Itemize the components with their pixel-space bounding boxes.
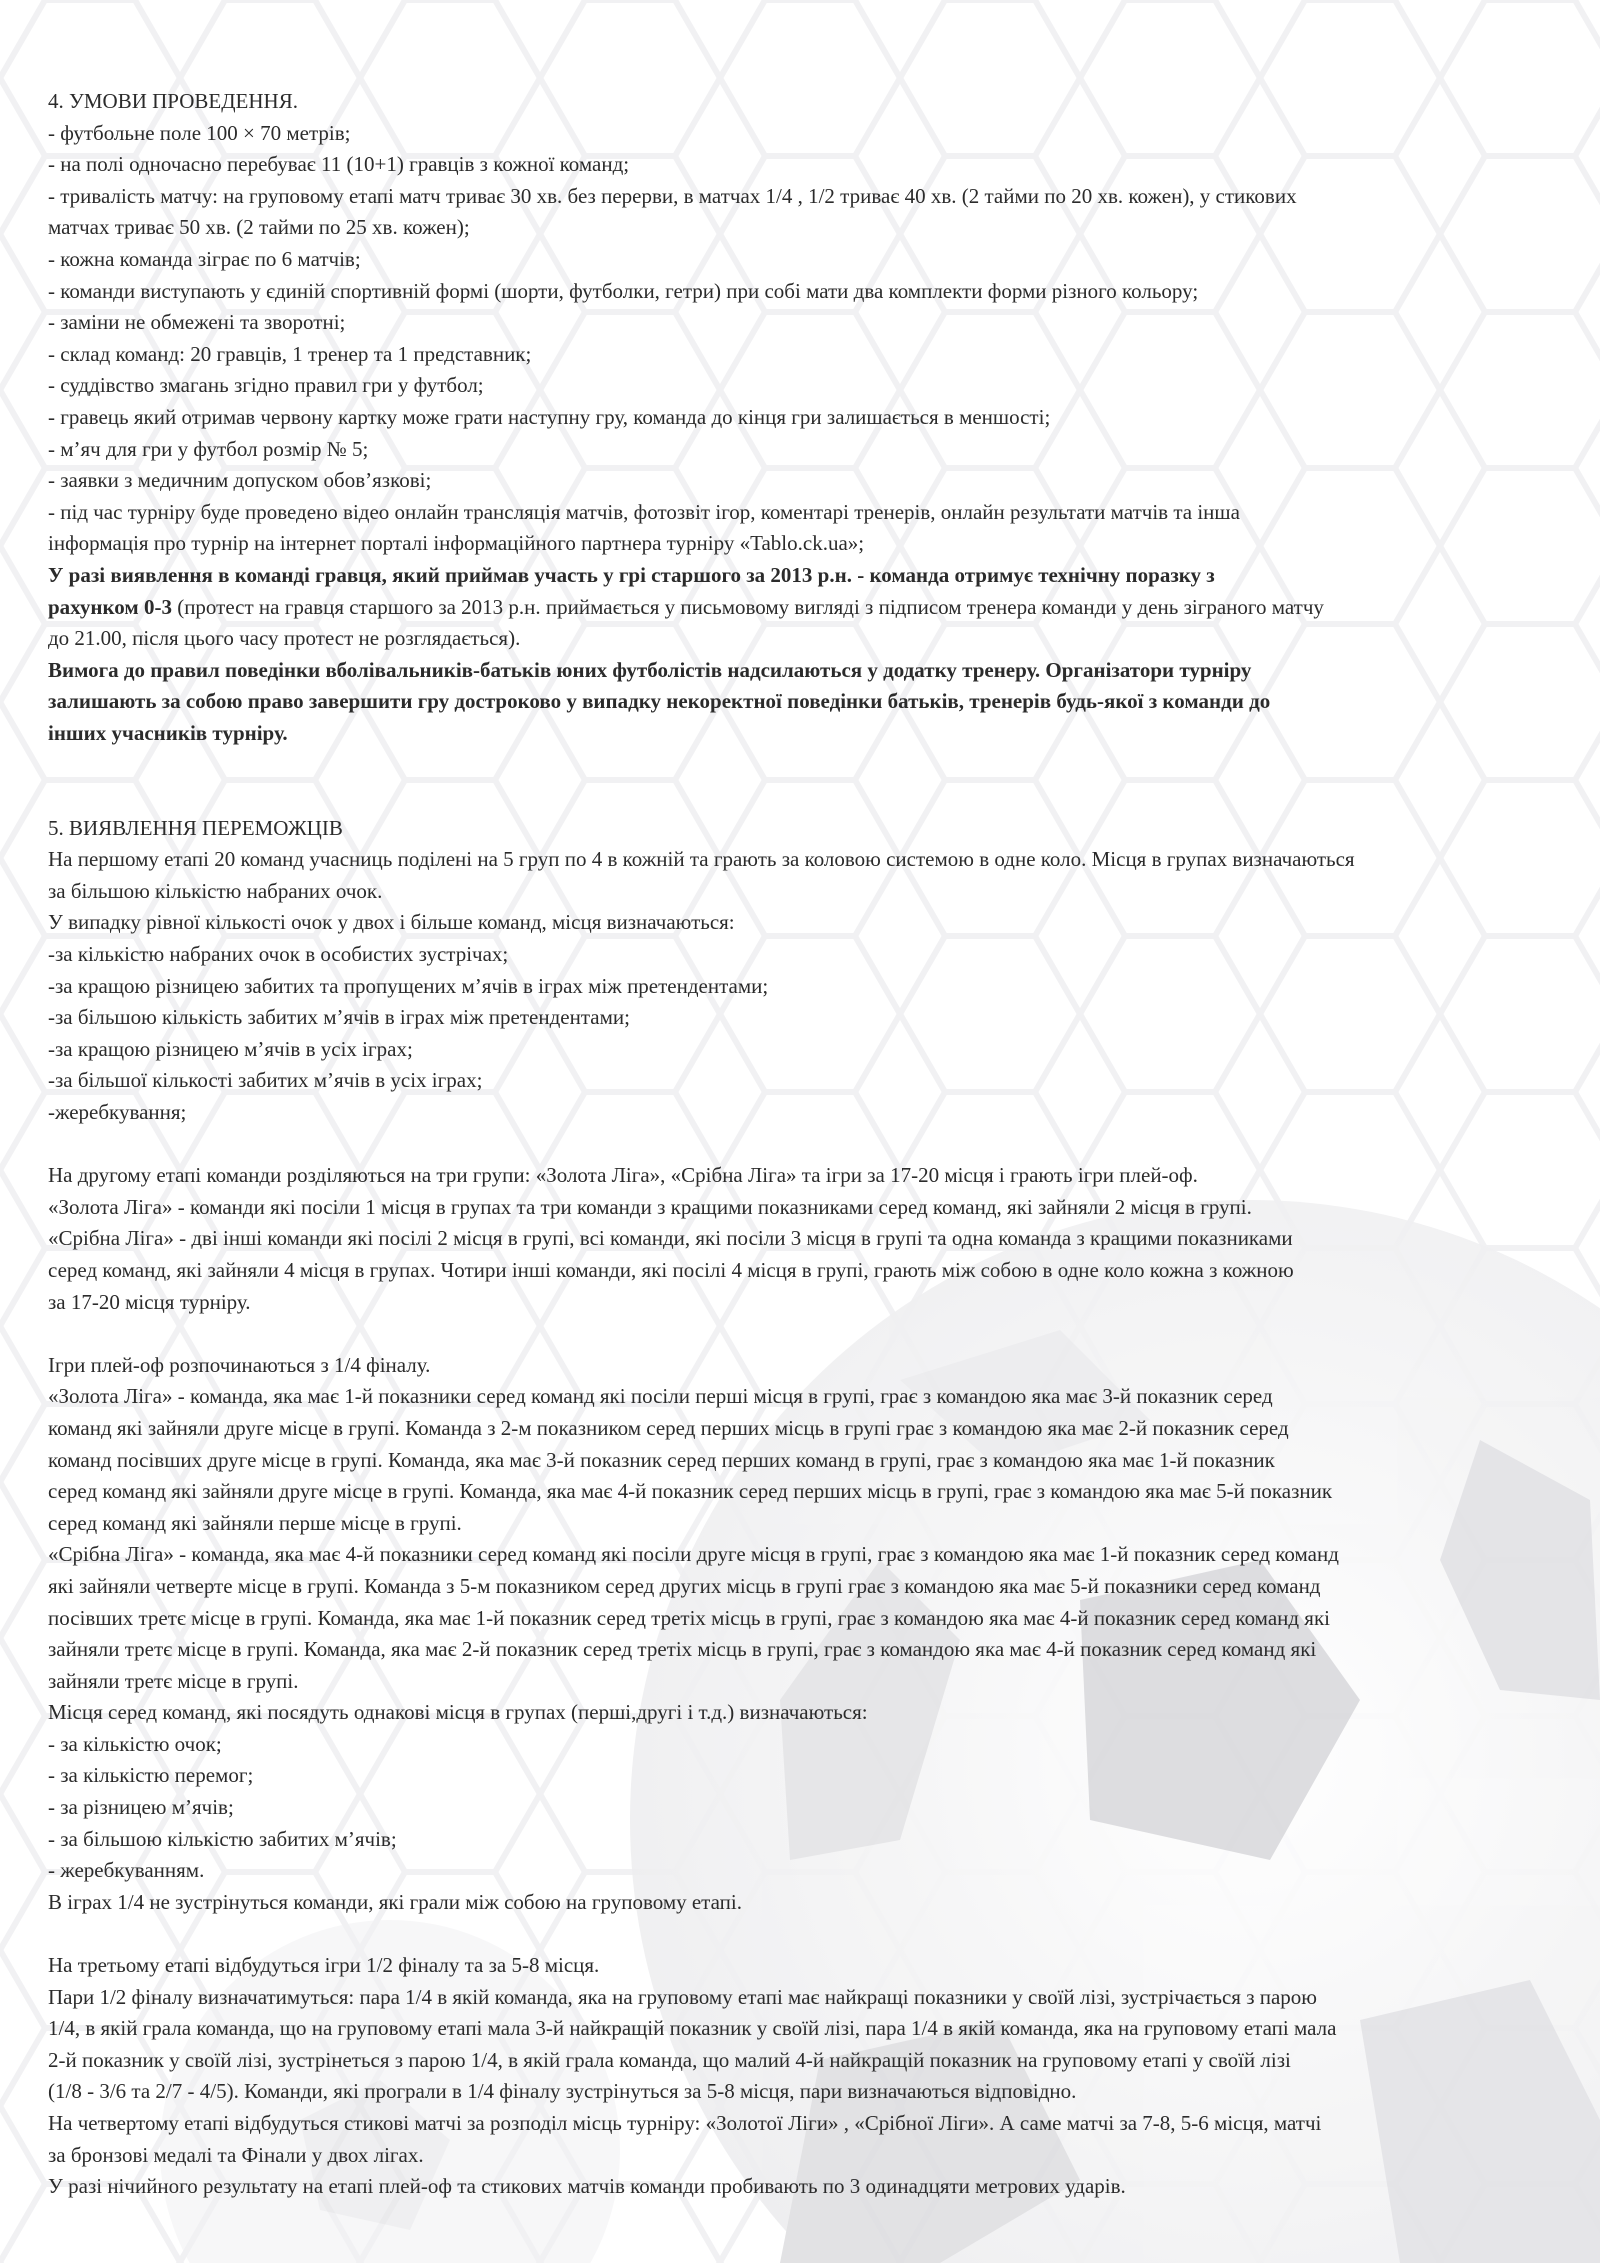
section-4-item: - м’яч для гри у футбол розмір № 5; <box>48 436 369 461</box>
protest-rule-bold: У разі виявлення в команді гравця, який приймав участь у грі старшого за 2013 р.н. - команда отримує технічну поразку з <box>48 562 1215 587</box>
protest-score: рахунком 0-3 <box>48 594 172 619</box>
stage-1-text: -за кращою різницею забитих та пропущених м’ячів в іграх між претендентами; <box>48 973 769 998</box>
spacer <box>48 1918 1558 1950</box>
playoff-text: команд посівших друге місце в групі. Команда, яка має 3-й показник серед перших команд в групі, грає з командою яка має 1-й показник <box>48 1447 1275 1472</box>
section-4-item: - тривалість матчу: на груповому етапі матч триває 30 хв. без перерви, в матчах 1/4 , 1/2 триває 40 хв. (2 тайми по 20 хв. кожен), у стикових <box>48 183 1297 208</box>
playoff-text: «Золота Ліга» - команда, яка має 1-й показники серед команд які посіли перші місця в групі, грає з командою яка має 3-й показник серед <box>48 1384 1273 1409</box>
stage-2-text: серед команд, які зайняли 4 місця в групах. Чотири інші команди, які посілі 4 місця в групі, грають між собою в одне коло кожна з кожною <box>48 1257 1294 1282</box>
spacer <box>48 1129 1558 1161</box>
section-4-item: інформація про турнір на інтернет порталі інформаційного партнера турніру «Tablo.ck.ua»; <box>48 531 865 556</box>
playoff-text: серед команд які зайняли друге місце в групі. Команда, яка має 4-й показник серед перших місць в групі, грає з командою яка має 5-й показник <box>48 1479 1333 1504</box>
behavior-rule: залишають за собою право завершити гру достроково у випадку некоректної поведінки батьків, тренерів будь-якої з команди до <box>48 689 1271 714</box>
playoff-text: зайняли третє місце в групі. <box>48 1668 299 1693</box>
stage-1-text: -за кращою різницею м’ячів в усіх іграх; <box>48 1036 413 1061</box>
playoff-text: серед команд які зайняли перше місце в групі. <box>48 1510 462 1535</box>
section-4-heading: 4. УМОВИ ПРОВЕДЕННЯ. <box>48 89 298 113</box>
spacer <box>48 749 1558 781</box>
stage-3-text: На четвертому етапі відбудуться стикові матчі за розподіл місць турніру: «Золотої Ліги» , «Срібної Ліги». А саме матчі за 7-8, 5-6 місця, матчі <box>48 2111 1322 2135</box>
playoff-text: команд які зайняли друге місце в групі. Команда з 2-м показником серед перших місць в групі грає з командою яка має 2-й показник серед <box>48 1415 1289 1440</box>
stage-3-text: 1/4, в якій грала команда, що на груповому етапі мала 3-й найкращій показник у своїй лізі, пара 1/4 в якій команда, яка на груповому етапі мала <box>48 2016 1337 2041</box>
stage-1-text: -за більшою кількість забитих м’ячів в іграх між претендентами; <box>48 1005 630 1030</box>
stage-2-text: На другому етапі команди розділяються на три групи: «Золота Ліга», «Срібна Ліга» та ігри за 17-20 місця і грають ігри плей-оф. <box>48 1163 1198 1188</box>
section-4-item: - заміни не обмежені та зворотні; <box>48 310 346 335</box>
section-4-item: - суддівство змагань згідно правил гри у футбол; <box>48 373 484 398</box>
section-4-item: - кожна команда зіграє по 6 матчів; <box>48 246 361 271</box>
section-4-item: - команди виступають у єдиній спортивній формі (шорти, футболки, гетри) при собі мати два комплекти форми різного кольору; <box>48 278 1199 303</box>
spacer <box>48 1318 1558 1350</box>
stage-3-text: У разі нічийного результату на етапі плей-оф та стикових матчів команди пробивають по 3 одинадцяти метрових ударів. <box>48 2174 1126 2199</box>
section-4-item: - заявки з медичним допуском обов’язкові; <box>48 468 432 493</box>
stage-1-text: -за більшої кількості забитих м’ячів в усіх іграх; <box>48 1068 483 1093</box>
protest-note-end: до 21.00, після цього часу протест не розглядається). <box>48 626 521 651</box>
stage-1-text: за більшою кількістю набраних очок. <box>48 878 383 903</box>
stage-2-text: «Золота Ліга» - команди які посіли 1 місця в групах та три команди з кращими показниками серед команд, які зайняли 2 місця в групі. <box>48 1194 1252 1219</box>
stage-3-text: 2-й показник у своїй лізі, зустрінеться з парою 1/4, в якій грала команда, що малий 4-й найкращій показник на груповому етапі у своїй лізі <box>48 2047 1291 2072</box>
behavior-rule: інших учасників турніру. <box>48 720 288 745</box>
stage-1-text: У випадку рівної кількості очок у двох і більше команд, місця визначаються: <box>48 910 735 935</box>
playoff-text: - за кількістю очок; <box>48 1731 222 1756</box>
stage-2-text: за 17-20 місця турніру. <box>48 1289 251 1314</box>
section-4-item: - на полі одночасно перебуває 11 (10+1) гравців з кожної команд; <box>48 152 630 177</box>
playoff-text: В іграх 1/4 не зустрінуться команди, які грали між собою на груповому етапі. <box>48 1889 742 1914</box>
section-4-item: - футбольне поле 100 × 70 метрів; <box>48 120 351 145</box>
section-4-item: - гравець який отримав червону картку може грати наступну гру, команда до кінця гри залишається в меншості; <box>48 404 1051 429</box>
stage-1-text: На першому етапі 20 команд учасниць поділені на 5 груп по 4 в кожній та грають за коловою системою в одне коло. Місця в групах визначаються <box>48 847 1355 872</box>
protest-note: (протест на гравця старшого за 2013 р.н. приймається у письмовому вигляді з підписом тренера команди у день зіграного матчу <box>171 594 1324 619</box>
playoff-text: - за різницею м’ячів; <box>48 1795 234 1820</box>
document-page <box>48 86 1558 2203</box>
playoff-text: - жеребкуванням. <box>48 1858 205 1883</box>
stage-3-text: Пари 1/2 фіналу визначатимуться: пара 1/4 в якій команда, яка на груповому етапі має найкращі показники у своїй лізі, зустрічається з парою <box>48 1984 1317 2009</box>
playoff-text: Місця серед команд, які посядуть однакові місця в групах (перші,другі і т.д.) визначаються: <box>48 1700 868 1725</box>
stage-2-text: «Срібна Ліга» - дві інші команди які посілі 2 місця в групі, всі команди, які посіли 3 місця в групі та одна команда з кращими показниками <box>48 1226 1293 1251</box>
stage-3-text: за бронзові медалі та Фінали у двох лігах. <box>48 2142 424 2167</box>
playoff-text: «Срібна Ліга» - команда, яка має 4-й показники серед команд які посіли друге місця в групі, грає з командою яка має 1-й показник серед команд <box>48 1542 1339 1567</box>
stage-1-text: -жеребкування; <box>48 1100 187 1124</box>
playoff-text: посівших третє місце в групі. Команда, яка має 1-й показник серед третіх місць в групі, грає з командою яка має 4-й показник серед команд які <box>48 1605 1331 1630</box>
behavior-rule: Вимога до правил поведінки вболівальників-батьків юних футболістів надсилаються у додатку тренеру. Організатори турніру <box>48 657 1252 682</box>
stage-3-text: На третьому етапі відбудуться ігри 1/2 фіналу та за 5-8 місця. <box>48 1953 600 1978</box>
stage-1-text: -за кількістю набраних очок в особистих зустрічах; <box>48 942 509 967</box>
playoff-text: Ігри плей-оф розпочинаються з 1/4 фіналу. <box>48 1352 431 1377</box>
section-4-item: - склад команд: 20 гравців, 1 тренер та 1 представник; <box>48 341 532 366</box>
playoff-text: - за більшою кількістю забитих м’ячів; <box>48 1826 397 1851</box>
playoff-text: які зайняли четверте місце в групі. Команда з 5-м показником серед других місць в групі грає з командою яка має 5-й показники серед команд <box>48 1573 1321 1598</box>
playoff-text: - за кількістю перемог; <box>48 1763 254 1788</box>
playoff-text: зайняли третє місце в групі. Команда, яка має 2-й показник серед третіх місць в групі, грає з командою яка має 4-й показник серед команд які <box>48 1637 1317 1662</box>
stage-3-text: (1/8 - 3/6 та 2/7 - 4/5). Команди, які програли в 1/4 фіналу зустрінуться за 5-8 місця, пари визначаються відповідно. <box>48 2079 1077 2104</box>
section-4-item: матчах триває 50 хв. (2 тайми по 25 хв. кожен); <box>48 215 470 240</box>
protest-rule-line <box>48 592 1558 624</box>
section-5-heading: 5. ВИЯВЛЕННЯ ПЕРЕМОЖЦІВ <box>48 815 343 840</box>
section-4-item: - під час турніру буде проведено відео онлайн трансляція матчів, фотозвіт ігор, коментарі тренерів, онлайн результати матчів та інша <box>48 499 1240 524</box>
spacer <box>48 781 1558 813</box>
